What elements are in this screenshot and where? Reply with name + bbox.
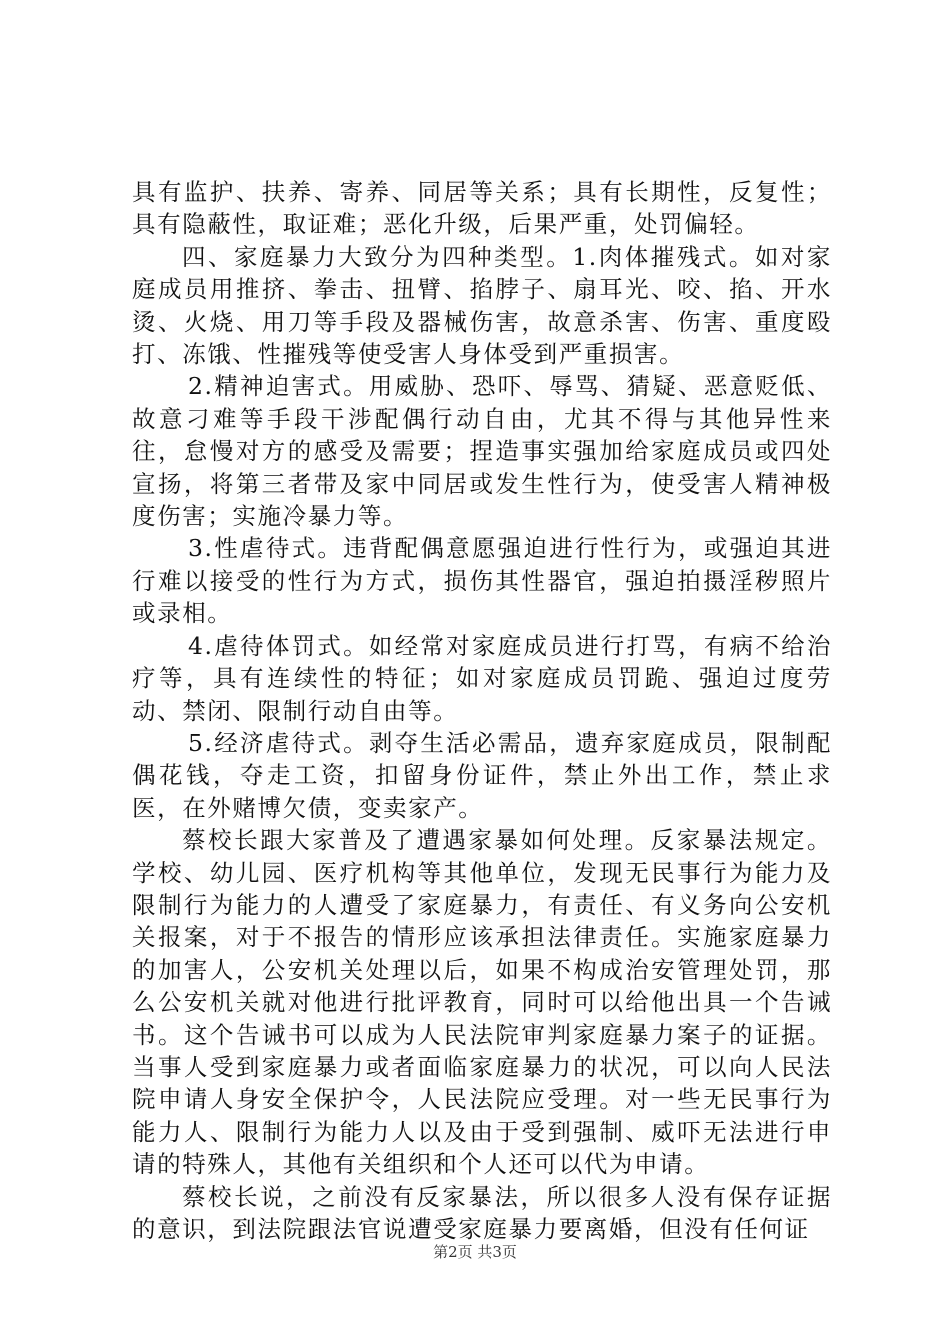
document-body xyxy=(132,176,832,1245)
paragraph-type-4: 4.虐待体罚式。如经常对家庭成员进行打骂，有病不给治疗等，具有连续性的特征；如对家庭成员罚跪、强迫过度劳动、禁闭、限制行动自由等。 xyxy=(132,631,832,725)
paragraph-continuation: 具有监护、扶养、寄养、同居等关系；具有长期性，反复性；具有隐蔽性，取证难；恶化升级，后果严重，处罚偏轻。 xyxy=(132,178,832,239)
paragraph-handling: 蔡校长跟大家普及了遭遇家暴如何处理。反家暴法规定。学校、幼儿园、医疗机构等其他单位，发现无民事行为能力及限制行为能力的人遭受了家庭暴力，有责任、有义务向公安机关报案，对于不报告的情形应该承担法律责任。实施家庭暴力的加害人，公安机关处理以后，如果不构成治安管理处罚，那么公安机关就对他进行批评教育，同时可以给他出具一个告诫书。这个告诫书可以成为人民法院审判家庭暴力案子的证据。当事人受到家庭暴力或者面临家庭暴力的状况，可以向人民法院申请人身安全保护令，人民法院应受理。对一些无民事行为能力人、限制行为能力人以及由于受到强制、威吓无法进行申请的特殊人，其他有关组织和个人还可以代为申请。 xyxy=(132,826,832,1179)
paragraph-type-5: 5.经济虐待式。剥夺生活必需品，遗弃家庭成员，限制配偶花钱，夺走工资，扣留身份证件，禁止外出工作，禁止求医，在外赌博欠债，变卖家产。 xyxy=(132,728,832,822)
paragraph-evidence: 蔡校长说，之前没有反家暴法，所以很多人没有保存证据的意识，到法院跟法官说遭受家庭暴力要离婚，但没有任何证 xyxy=(132,1182,832,1243)
paragraph-type-2: 2.精神迫害式。用威胁、恐吓、辱骂、猜疑、恶意贬低、故意刁难等手段干涉配偶行动自由，尤其不得与其他异性来往，怠慢对方的感受及需要；捏造事实强加给家庭成员或四处宣扬，将第三者带及家中同居或发生性行为，使受害人精神极度伤害；实施冷暴力等。 xyxy=(132,372,832,531)
paragraph-section-four: 四、家庭暴力大致分为四种类型。1.肉体摧残式。如对家庭成员用推挤、拳击、扭臂、掐脖子、扇耳光、咬、掐、开水烫、火烧、用刀等手段及器械伤害，故意杀害、伤害、重度殴打、冻饿、性摧残等使受害人身体受到严重损害。 xyxy=(132,242,832,369)
paragraph-type-3: 3.性虐待式。违背配偶意愿强迫进行性行为，或强迫其进行难以接受的性行为方式，损伤其性器官，强迫拍摄淫秽照片或录相。 xyxy=(132,534,832,628)
page-number-footer: 第2页 共3页 xyxy=(433,1243,517,1261)
